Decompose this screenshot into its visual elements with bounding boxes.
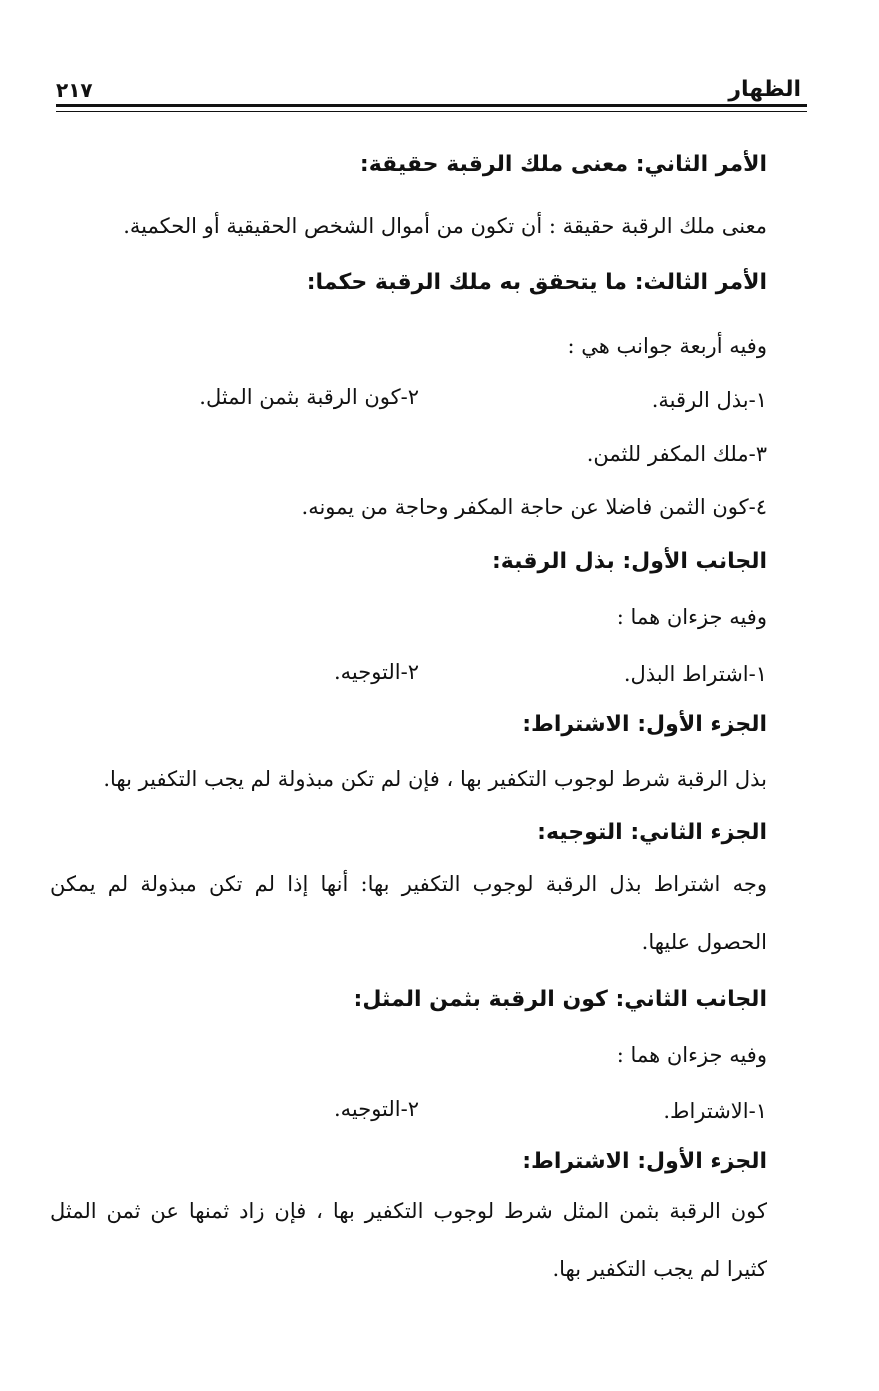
paragraph: وجه اشتراط بذل الرقبة لوجوب التكفير بها: أنها إذا لم تكن مبذولة لم يمكن الحصول عليها. [50, 872, 767, 954]
list-item: ١-بذل الرقبة. [651, 388, 767, 412]
paragraph: كون الرقبة بثمن المثل شرط لوجوب التكفير بها ، فإن زاد ثمنها عن ثمن المثل كثيرا لم يجب التكفير بها. [50, 1199, 767, 1281]
subsection-heading: الجزء الثاني: التوجيه: [537, 820, 767, 845]
paragraph: وفيه جزءان هما : [616, 1043, 767, 1067]
paragraph: وفيه جزءان هما : [616, 605, 767, 629]
running-title: الظهار [728, 77, 801, 102]
subsection-heading: الجزء الأول: الاشتراط: [522, 1149, 767, 1174]
list-item: ٢-كون الرقبة بثمن المثل. [199, 385, 419, 409]
header-rule-thin [56, 111, 807, 112]
subsection-heading: الجزء الأول: الاشتراط: [522, 712, 767, 737]
subsection-heading: الجانب الأول: بذل الرقبة: [492, 549, 767, 574]
header-rule-thick [56, 104, 807, 107]
list-item: ٤-كون الثمن فاضلا عن حاجة المكفر وحاجة من يمونه. [301, 495, 767, 519]
section-heading: الأمر الثالث: ما يتحقق به ملك الرقبة حكما: [306, 270, 767, 295]
running-header [56, 72, 801, 102]
paragraph: معنى ملك الرقبة حقيقة : أن تكون من أموال الشخص الحقيقية أو الحكمية. [123, 214, 767, 238]
paragraph: وفيه أربعة جوانب هي : [567, 334, 767, 358]
paragraph: بذل الرقبة شرط لوجوب التكفير بها ، فإن لم تكن مبذولة لم يجب التكفير بها. [103, 767, 767, 791]
list-item: ١-الاشتراط. [663, 1099, 767, 1123]
subsection-heading: الجانب الثاني: كون الرقبة بثمن المثل: [353, 987, 767, 1012]
section-heading: الأمر الثاني: معنى ملك الرقبة حقيقة: [359, 152, 767, 177]
list-item: ١-اشتراط البذل. [623, 662, 767, 686]
list-item: ٢-التوجيه. [333, 660, 419, 684]
list-item: ٢-التوجيه. [333, 1097, 419, 1121]
list-item: ٣-ملك المكفر للثمن. [586, 442, 767, 466]
page-number: ٢١٧ [56, 78, 93, 102]
